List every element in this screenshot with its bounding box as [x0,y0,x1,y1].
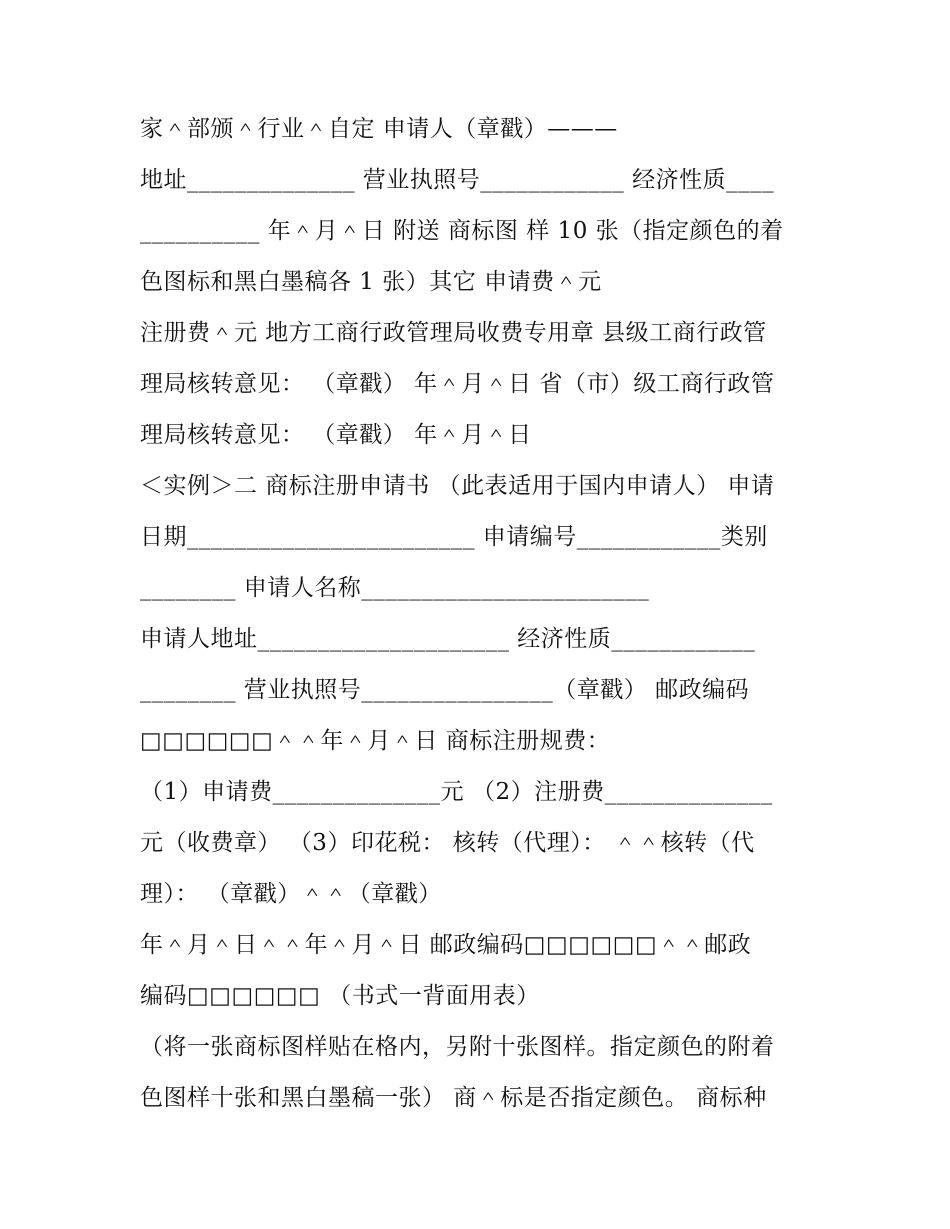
text-line: □□□□□□＾＾年＾月＾日 商标注册规费： [140,728,611,754]
text-line: 色图样十张和黑白墨稿一张） 商＾标是否指定颜色。 商标种 [140,1085,767,1111]
text-line: 日期________________________ 申请编号____________类别 [140,524,768,550]
text-line: 理局核转意见： （章戳） 年＾月＾日 省（市）级工商行政管 [140,371,775,397]
text-line: __________ 年＾月＾日 附送 商标图 样 10 张（指定颜色的着 [140,218,784,244]
text-line: 色图标和黑白墨稿各 1 张）其它 申请费＾元 [140,269,602,295]
text-line: 家＾部颁＾行业＾自定 申请人（章戳）——— [140,116,618,142]
text-line: 编码□□□□□□ （书式一背面用表） [140,983,540,1009]
text-line: 申请人地址_____________________ 经济性质____________ [140,626,756,652]
text-line: （1）申请费______________元 （2）注册费______________ [140,779,773,805]
text-line: 地址______________ 营业执照号____________ 经济性质____ [140,167,775,193]
text-line: （将一张商标图样贴在格内，另附十张图样。指定颜色的附着 [140,1034,775,1060]
text-line: 注册费＾元 地方工商行政管理局收费专用章 县级工商行政管 [140,320,767,346]
text-line: 理局核转意见： （章戳） 年＾月＾日 [140,422,532,448]
text-line: 理）： （章戳）＾＾（章戳） [140,881,442,907]
document-body [140,104,820,1124]
text-line: 年＾月＾日＾＾年＾月＾日 邮政编码□□□□□□＾＾邮政 [140,932,752,958]
text-line: ________ 申请人名称________________________ [140,575,650,601]
text-line: 元（收费章） （3）印花税： 核转（代理）： ＾＾核转（代 [140,830,755,856]
section-heading-line: ＜实例＞二 商标注册申请书 （此表适用于国内申请人） 申请 [140,473,775,499]
text-line: ________ 营业执照号________________（章戳） 邮政编码 [140,677,750,703]
